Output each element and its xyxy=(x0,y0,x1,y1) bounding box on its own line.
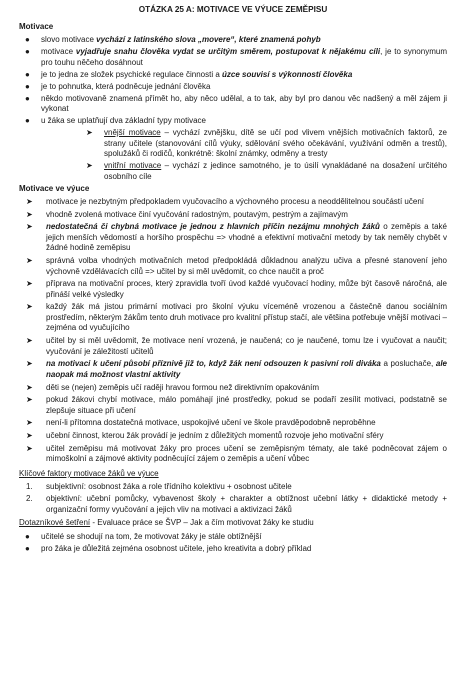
list-item: ● slovo motivace vychází z latinského slova „movere“, které znamená pohyb xyxy=(25,35,321,44)
sub-list-item: ➤ vnější motivace – vychází zvnějšku, dítě se učí pod vlivem vnějších motivačních faktorů, ze strany učitele (stanovování cílů výuky, sdělování svého očekávání, využívání odměn a trestů), spolužáků či rodičů, konkrétně: školní známky, odměny a tresty xyxy=(86,128,448,158)
arrow-bullet-icon: ➤ xyxy=(86,161,93,170)
section-heading-motivace-ve-vyuce: Motivace ve výuce xyxy=(19,183,90,193)
motivace-list xyxy=(19,35,447,182)
list-item: ➤ vhodně zvolená motivace činí vyučování radostným, poutavým, pestrým a zajímavým xyxy=(26,209,348,219)
arrow-bullet-icon: ➤ xyxy=(86,128,93,137)
arrow-bullet-icon: ➤ xyxy=(26,302,33,312)
list-item: ● někdo motivovaně znamená přímět ho, aby něco udělal, a to tak, aby byl pro danou věc nadšený a měl zájem ji vykonat xyxy=(25,93,447,113)
bullet-icon: ● xyxy=(25,531,30,541)
list-item: ➤ správná volba vhodných motivačních metod předpokládá důkladnou analýzu učiva a přesné stanovení jeho výchovně vzdělávacích cílů => učitel by si měl uvědomit, co chce naučit a proč xyxy=(26,256,447,276)
arrow-bullet-icon: ➤ xyxy=(26,279,33,289)
sub-list-item: ➤ vnitřní motivace – vychází z jedince samotného, je to úsilí vynakládané na dosažení určitého osobního cíle xyxy=(86,161,447,181)
bullet-icon: ● xyxy=(25,543,30,553)
list-item: ➤ příprava na motivační proces, který zpravidla tvoří úvod každé vyučovací hodiny, může být časově náročná, ale přináší velké výsledky xyxy=(26,279,447,299)
list-item: ● učitelé se shodují na tom, že motivovat žáky je stále obtížnější xyxy=(25,531,262,541)
list-item: ● motivace vyjadřuje snahu člověka vydat se určitým směrem, postupovat k nějakému cíli, je to synonymum pro touhu něčeho dosáhnout xyxy=(25,47,447,67)
list-item: 2. objektivní: učební pomůcky, vybavenost školy + charakter a obtížnost učební látky + didaktické metody + organizační formy vyučování a jejich vliv na motivaci a aktivizaci žáků xyxy=(26,494,447,514)
arrow-bullet-icon: ➤ xyxy=(26,382,33,392)
list-item: ➤ nedostatečná či chybná motivace je jednou z hlavních příčin nezájmu mnohých žáků o zeměpis a také jejich menších vědomostí a horšího prospěchu => vhodné a efektivní motivační metody by tak neměly chybět v žádné hodině zeměpisu xyxy=(26,222,448,253)
list-item: ➤ na motivaci k učení působí příznivě již to, když žák není odsouzen k pasivní roli diváka a posluchače, ale naopak má možnost vlastní aktivity xyxy=(26,359,447,379)
arrow-bullet-icon: ➤ xyxy=(26,256,33,266)
list-item: ➤ učební činnost, kterou žák provádí je jedním z důležitých momentů rozvoje jeho motivační sféry xyxy=(26,431,384,441)
list-item: ● je to jedna ze složek psychické regulace činnosti a úzce souvisí s výkonností člověka xyxy=(25,69,353,79)
arrow-bullet-icon: ➤ xyxy=(26,431,33,441)
list-item: ➤ pokud žákovi chybí motivace, málo pomáhají jiné prostředky, pokud se podaří zesílit motivaci, podstatně se zlepšuje situace při učení xyxy=(26,395,447,415)
list-item: ➤ motivace je nezbytným předpokladem vyučovacího a výchovného procesu a neoddělitelnou součástí učení xyxy=(26,197,425,206)
arrow-bullet-icon: ➤ xyxy=(26,209,33,219)
list-item: ➤ učitel zeměpisu má motivovat žáky pro proces učení se zeměpisným tématy, ale také podněcovat zájem o mimoškolní a zájmové aktivity podněcující zájem o zeměpis a učení vůbec xyxy=(26,443,447,464)
arrow-bullet-icon: ➤ xyxy=(26,222,33,232)
section-heading-klicove-faktory: Klíčové faktory motivace žáků ve výuce xyxy=(19,468,159,478)
arrow-bullet-icon: ➤ xyxy=(26,359,33,369)
section-heading-dotaznikove-setreni: Dotazníkové šetření - Evaluace práce se ŠVP – Jak a čím motivovat žáky ke studiu xyxy=(19,518,314,528)
list-number: 1. xyxy=(26,482,33,492)
list-item: ➤ není-li přítomna dostatečná motivace, uspokojivé učení ve škole pravděpodobně neproběhne xyxy=(26,418,376,428)
bullet-icon: ● xyxy=(25,93,30,103)
dotaznik-list xyxy=(19,532,447,555)
arrow-bullet-icon: ➤ xyxy=(26,336,33,346)
list-item: ➤ děti se (nejen) zeměpis učí raději hravou formou než direktivním opakováním xyxy=(26,382,320,392)
list-item: ➤ učitel by si měl uvědomit, že motivace není vrozená, je naučená; co je naučené, tomu lze i vyučovat a naučit; vyučování je záležitostí učitelů xyxy=(26,336,447,356)
list-number: 2. xyxy=(26,494,33,504)
section-heading-motivace: Motivace xyxy=(19,21,54,31)
arrow-bullet-icon: ➤ xyxy=(26,197,33,206)
list-item: ● je to pohnutka, která podněcuje jednání člověka xyxy=(25,81,211,91)
list-item: ● pro žáka je důležitá zejména osobnost učitele, jeho kreativita a dobrý příklad xyxy=(25,543,312,553)
motivace-ve-vyuce-list xyxy=(19,197,447,465)
list-item: ➤ každý žák má jistou primární motivaci pro školní výuku víceméně vrozenou a částečně danou sociálním prostředím, některým žákům tento druh motivace pro kvalitní přístup stačí, ale většina potřebuje vnější motivaci – zejména od vyučujícího xyxy=(26,302,447,333)
arrow-bullet-icon: ➤ xyxy=(26,443,33,453)
list-item: ● u žáka se uplatňují dva základní typy motivace xyxy=(25,116,206,125)
page-title: OTÁZKA 25 A: MOTIVACE VE VÝUCE ZEMĚPISU xyxy=(138,5,328,14)
bullet-icon: ● xyxy=(25,69,30,79)
bullet-icon: ● xyxy=(25,81,30,91)
bullet-icon: ● xyxy=(25,47,30,56)
arrow-bullet-icon: ➤ xyxy=(26,395,33,405)
bullet-icon: ● xyxy=(25,116,30,125)
list-item: 1. subjektivní: osobnost žáka a role třídního kolektivu + osobnost učitele xyxy=(26,482,292,492)
klicove-faktory-list xyxy=(19,482,447,515)
arrow-bullet-icon: ➤ xyxy=(26,418,33,428)
bullet-icon: ● xyxy=(25,35,30,44)
